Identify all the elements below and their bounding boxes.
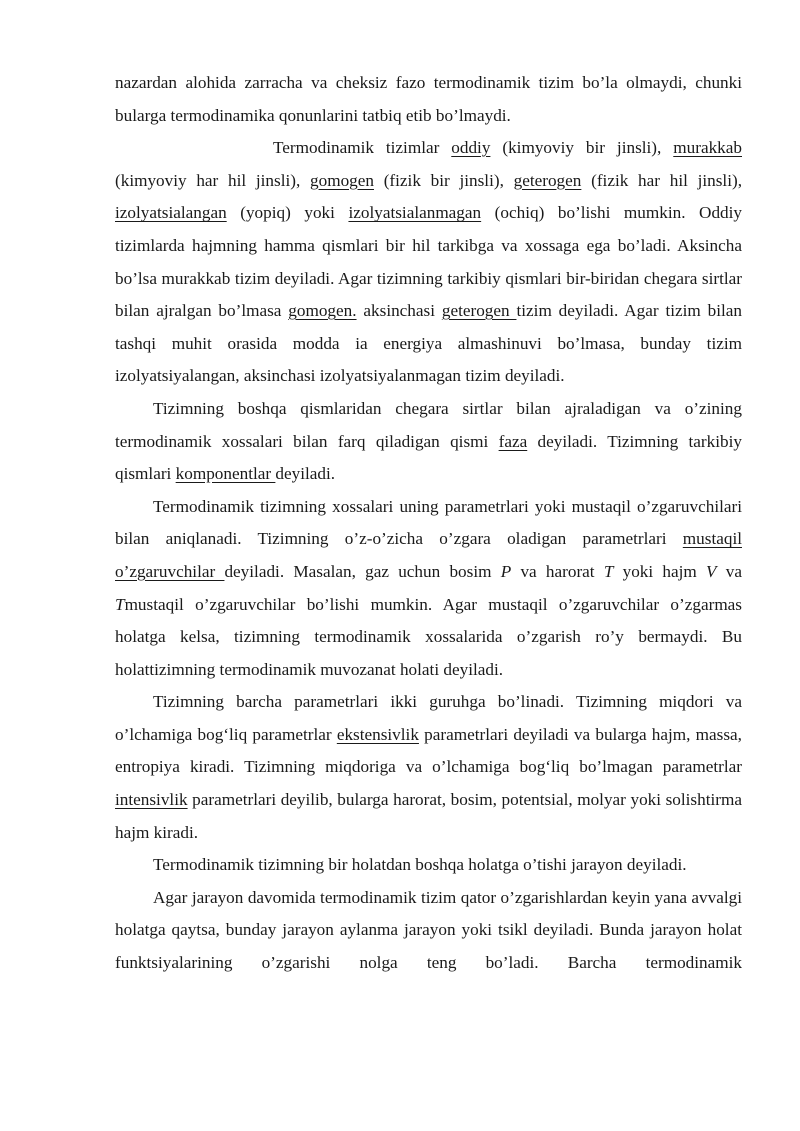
symbol-v: V: [706, 561, 717, 581]
paragraph-1-text: nazardan alohida zarracha va cheksiz fazo termodinamik tizim bo’la olmaydi, chunki bularga termodinamika qonunlarini tatbiq etib bo’lmaydi.: [115, 73, 742, 125]
p3-text-0: Tizimning boshqa qismlaridan chegara sirtlar bilan ajraladigan va o’zining termodinamik xossalari bilan farq qiladigan qismi: [115, 398, 742, 451]
paragraph-6-text: Termodinamik tizimning bir holatdan boshqa holatga o’tishi jarayon deyiladi.: [153, 855, 687, 875]
p4-text-1: deyiladi. Masalan, gaz uchun bosim: [224, 561, 501, 581]
p4-text-2: va harorat: [511, 561, 604, 581]
paragraph-7: [115, 882, 742, 980]
p5-text-1: parametrlari deyiladi va bularga hajm, massa, entropiya kiradi. Tizimning miqdoriga va o’lchamiga bog‘liq bo’lmagan parametrlar: [115, 724, 742, 777]
symbol-p: P: [500, 561, 512, 581]
p2-text-2: (kimyoviy har hil jinsli),: [115, 170, 311, 190]
paragraph-7-text: Agar jarayon davomida termodinamik tizim qator o’zgarishlardan keyin yana avvalgi holatga qaytsa, bunday jarayon aylanma jarayon yoki tsikl deyiladi. Bunda jarayon holat funktsiyalarining o’zgarishi nolga teng bo’ladi. Barcha termodinamik: [115, 887, 742, 973]
term-geterogen: geterogen: [513, 170, 582, 190]
p2-text-6: (ochiq) bo’lishi mumkin. Oddiy tizimlarda hajmning hamma qismlari bir hil tarkibga va xossaga ega bo’ladi. Aksincha bo’lsa murakkab tizim deyiladi. Agar tizimning tarkibiy qismlari bir-biridan chegara sirtlar bilan ajralgan bo’lmasa: [115, 203, 742, 321]
p2-text-7: aksinchasi: [356, 301, 442, 321]
term-izolyatsialanmagan: izolyatsialanmagan: [348, 203, 482, 223]
p4-text-0: Termodinamik tizimning xossalari uning parametrlari yoki mustaqil o’zgaruvchilari bilan aniqlanadi. Tizimning o’z-o’zicha o’zgara oladigan parametrlari: [115, 496, 742, 549]
symbol-t: T: [603, 561, 614, 581]
paragraph-3: [115, 393, 742, 491]
term-izolyatsialangan: izolyatsialangan: [115, 203, 227, 223]
term-ekstensivlik: ekstensivlik: [336, 724, 419, 744]
p2-text-4: (fizik har hil jinsli),: [581, 170, 742, 190]
term-faza: faza: [498, 431, 528, 451]
p4-text-5: mustaqil o’zgaruvchilar bo’lishi mumkin. Agar mustaqil o’zgaruvchilar o’zgarmas holatga kelsa, tizimning termodinamik xossalarida o’zgarish ro’y bermaydi. Bu holattizimning termodinamik muvozanat holati deyiladi.: [115, 594, 742, 679]
document-page: [115, 67, 742, 980]
p3-text-1: deyiladi. Tizimning tarkibiy qismlari: [115, 431, 742, 484]
p2-text-0: Termodinamik tizimlar: [273, 138, 452, 158]
term-geterogen-2: geterogen: [441, 301, 517, 321]
paragraph-6: [115, 849, 742, 882]
term-murakkab: murakkab: [673, 138, 742, 158]
paragraph-5: [115, 686, 742, 849]
p2-text-5: (yopiq) yoki: [226, 203, 349, 223]
term-intensivlik: intensivlik: [115, 790, 188, 810]
p2-text-8: tizim deyiladi. Agar tizim bilan tashqi muhit orasida modda ia energiya almashinuvi bo’lmasa, bunday tizim izolyatsiyalangan, aksinchasi izolyatsiyalanmagan tizim deyiladi.: [115, 301, 742, 386]
term-komponentlar: komponentlar: [175, 464, 276, 484]
p5-text-2: parametrlari deyilib, bularga harorat, bosim, potentsial, molyar yoki solishtirma hajm kiradi.: [115, 790, 742, 842]
p5-text-0: Tizimning barcha parametrlari ikki guruhga bo’linadi. Tizimning miqdori va o’lchamiga bog‘liq parametrlar: [115, 692, 742, 744]
p2-text-1: (kimyoviy bir jinsli),: [490, 138, 674, 158]
p4-text-4: va: [716, 561, 742, 581]
term-gomogen-2: gomogen.: [288, 301, 357, 321]
p2-text-3: (fizik bir jinsli),: [373, 170, 514, 190]
symbol-t-2: T: [115, 594, 125, 614]
p3-text-2: deyiladi.: [275, 464, 336, 484]
paragraph-4: [115, 491, 742, 687]
term-oddiy: oddiy: [451, 138, 491, 158]
p4-text-3: yoki hajm: [613, 561, 707, 581]
term-gomogen: gomogen: [310, 170, 374, 190]
paragraph-2: [115, 132, 742, 393]
term-mustaqil-ozgaruvchilar: mustaqil o’zgaruvchilar: [115, 529, 742, 581]
paragraph-1: [115, 67, 742, 132]
